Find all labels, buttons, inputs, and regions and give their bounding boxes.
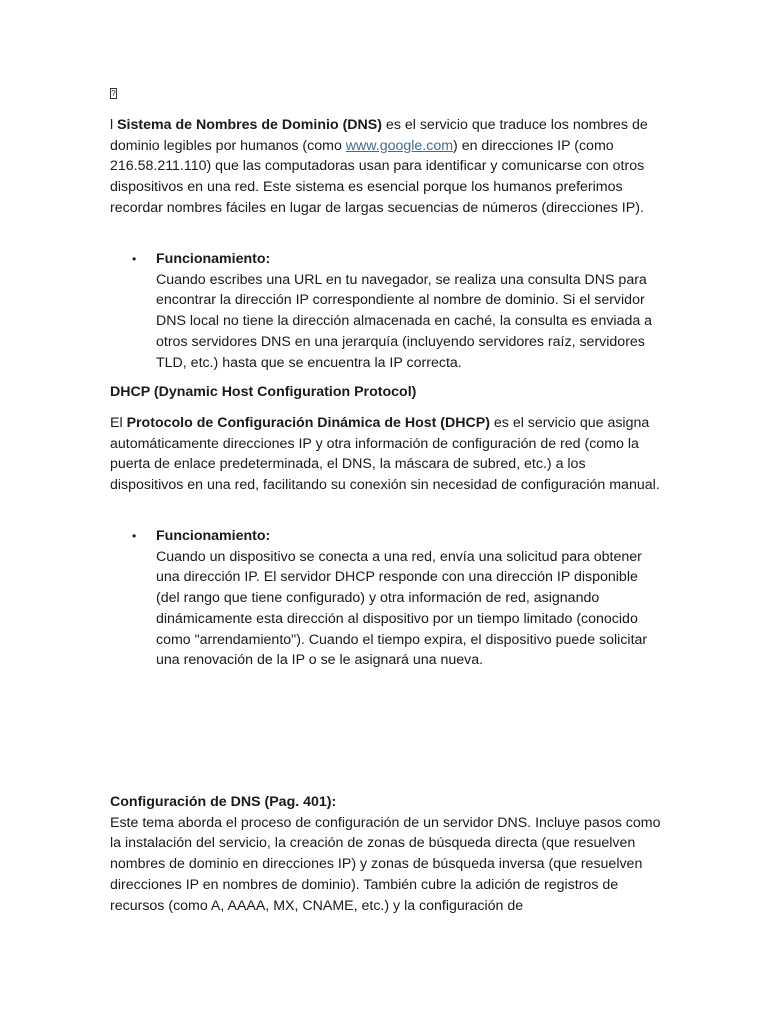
dns-intro-text-1: es el servicio que traduce los nombres de dominio legibles por humanos (como xyxy=(110,117,648,154)
dns-config-text: Este tema aborda el proceso de configuración de un servidor DNS. Incluye pasos como la instalación del servicio, la creación de zonas de búsqueda directa (que resuelven nombres de dominio en direcciones IP) y zonas de búsqueda inversa (que resuelven direcciones IP en nombres de dominio). También cubre la adición de registros de recursos (como A, AAAA, MX, CNAME, etc.) y la configuración de xyxy=(110,814,661,914)
dhcp-term: Protocolo de Configuración Dinámica de Host (DHCP) xyxy=(126,415,490,431)
dns-intro-paragraph xyxy=(110,115,662,219)
dns-config-heading: Configuración de DNS (Pag. 401): xyxy=(110,794,337,810)
dns-config-section xyxy=(110,792,662,916)
dns-intro-lead: l xyxy=(110,117,118,133)
dns-function-bullet xyxy=(110,249,662,373)
bullet-icon: • xyxy=(132,529,137,543)
dhcp-intro-paragraph xyxy=(110,413,662,496)
bullet-icon: • xyxy=(132,252,137,266)
dhcp-function-bullet xyxy=(110,526,662,671)
dhcp-heading-text: DHCP (Dynamic Host Configuration Protocol) xyxy=(110,384,417,400)
google-link[interactable]: www.google.com xyxy=(345,137,454,154)
dhcp-heading xyxy=(110,382,662,403)
dns-term: Sistema de Nombres de Dominio (DNS) xyxy=(117,117,382,133)
dhcp-intro-lead: El xyxy=(110,415,127,431)
dns-function-title: Funcionamiento: xyxy=(156,251,271,267)
dhcp-function-title: Funcionamiento: xyxy=(156,528,271,544)
dhcp-function-text: Cuando un dispositivo se conecta a una red, envía una solicitud para obtener una dirección IP. El servidor DHCP responde con una dirección IP disponible (del rango que tiene configurado) y otra información de red, asignando dinámicamente esta dirección al dispositivo por un tiempo limitado (conocido como "arrendamiento"). Cuando el tiempo expira, el dispositivo puede solicitar una renovación de la IP o se le asignará una nueva. xyxy=(156,548,648,669)
dns-intro-text-2: ) en direcciones IP (como 216.58.211.110) que las computadoras usan para identificar y comunicarse con otros dispositivos en una red. Este sistema es esencial porque los humanos preferimos recordar nombres fáciles en lugar de largas secuencias de números (direcciones IP). xyxy=(110,137,645,216)
dhcp-intro-text: es el servicio que asigna automáticamente direcciones IP y otra información de configuración de red (como la puerta de enlace predeterminada, el DNS, la máscara de subred, etc.) a los dispositivos en una red, facilitando su conexión sin necesidad de configuración manual. xyxy=(110,415,660,494)
dns-function-text: Cuando escribes una URL en tu navegador, se realiza una consulta DNS para encontrar la dirección IP correspondiente al nombre de dominio. Si el servidor DNS local no tiene la dirección almacenada en caché, la consulta es enviada a otros servidores DNS en una jerarquía (incluyendo servidores raíz, servidores TLD, etc.) hasta que se encuentra la IP correcta. xyxy=(156,271,653,371)
missing-glyph-icon: ? xyxy=(111,89,116,98)
